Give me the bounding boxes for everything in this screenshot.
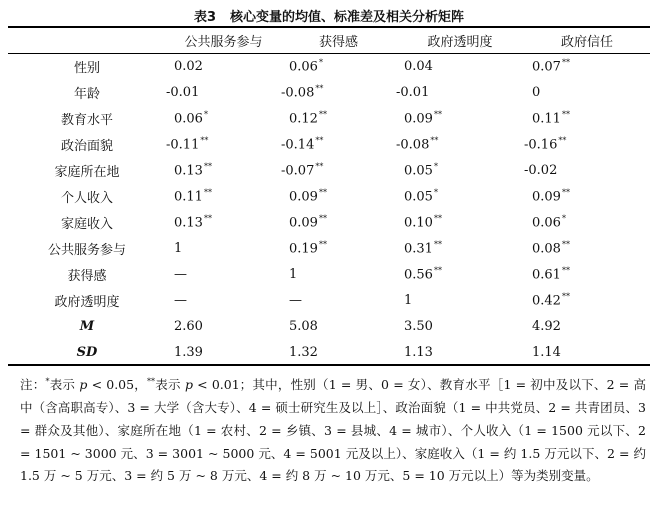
cell-value: 0.10 <box>404 215 433 231</box>
table-cell <box>281 209 396 235</box>
correlation-matrix <box>8 28 650 365</box>
significance-mark: ** <box>561 291 570 301</box>
table-cell <box>281 235 396 261</box>
cell-value: 0.06 <box>174 111 203 127</box>
table-cell <box>524 287 650 313</box>
table-cell <box>166 79 281 105</box>
row-label: 公共服务参与 <box>47 242 126 258</box>
table-cell <box>166 105 281 131</box>
significance-mark: ** <box>433 213 442 223</box>
header-cell-blank <box>8 28 166 53</box>
cell-value: 1.32 <box>289 344 318 360</box>
cell-value: 0 <box>532 84 541 100</box>
cell-value: -0.11 <box>166 137 200 153</box>
significance-mark: * <box>433 161 438 171</box>
table-cell <box>396 157 524 183</box>
row-label: SD <box>76 344 98 360</box>
cell-value: 0.56 <box>404 267 433 283</box>
table-cell <box>281 105 396 131</box>
cell-value: 0.61 <box>532 267 561 283</box>
table-row <box>8 131 650 157</box>
table-cell <box>166 209 281 235</box>
table-cell <box>524 53 650 79</box>
table-row <box>8 183 650 209</box>
table-cell <box>281 261 396 287</box>
significance-mark: ** <box>433 265 442 275</box>
table-row <box>8 157 650 183</box>
significance-mark: ** <box>318 239 327 249</box>
significance-mark: ** <box>433 239 442 249</box>
table-cell <box>396 209 524 235</box>
table-caption: 核心变量的均值、标准差及相关分析矩阵 <box>230 10 465 25</box>
cell-value: 3.50 <box>404 318 433 334</box>
significance-mark: * <box>561 213 566 223</box>
header-public-service: 公共服务参与 <box>184 35 263 50</box>
significance-mark: ** <box>203 187 212 197</box>
table-row <box>8 209 650 235</box>
table-cell <box>524 105 650 131</box>
significance-mark: ** <box>558 135 567 145</box>
table-cell <box>281 287 396 313</box>
row-label: 家庭所在地 <box>54 164 120 180</box>
table-cell <box>524 183 650 209</box>
cell-value: 0.04 <box>404 58 433 74</box>
row-label: 家庭收入 <box>60 216 113 232</box>
cell-value: 0.09 <box>289 215 318 231</box>
table-cell <box>166 287 281 313</box>
cell-value: -0.07 <box>281 163 315 179</box>
significance-mark: ** <box>561 187 570 197</box>
cell-value: 0.06 <box>532 215 561 231</box>
cell-value: 0.42 <box>532 293 561 309</box>
cell-value: 0.09 <box>289 189 318 205</box>
significance-mark: ** <box>433 109 442 119</box>
cell-value: -0.08 <box>396 137 430 153</box>
table-cell <box>166 183 281 209</box>
table-cell <box>281 157 396 183</box>
table-cell <box>396 287 524 313</box>
table-cell <box>396 79 524 105</box>
significance-mark: ** <box>315 83 324 93</box>
table-row <box>8 261 650 287</box>
significance-mark: * <box>203 109 208 119</box>
cell-value: 0.11 <box>174 189 203 205</box>
cell-value: 0.09 <box>404 111 433 127</box>
table-body <box>8 53 650 365</box>
cell-value: 0.09 <box>532 189 561 205</box>
header-gov-trust: 政府信任 <box>560 35 613 50</box>
cell-value: -0.02 <box>524 162 558 178</box>
cell-value: 0.02 <box>174 58 203 74</box>
cell-value: -0.01 <box>166 84 200 100</box>
significance-mark: ** <box>315 161 324 171</box>
row-label: 政治面貌 <box>60 138 113 154</box>
cell-value: 1 <box>404 292 413 308</box>
table-row <box>8 105 650 131</box>
table-cell <box>166 339 281 365</box>
significance-mark: ** <box>561 265 570 275</box>
cell-value: 0.19 <box>289 241 318 257</box>
table-cell <box>396 313 524 339</box>
table-cell <box>281 313 396 339</box>
cell-value: — <box>289 292 302 308</box>
table-cell <box>166 261 281 287</box>
table-cell <box>281 339 396 365</box>
cell-value: -0.01 <box>396 84 430 100</box>
significance-mark: * <box>318 57 323 67</box>
significance-mark: ** <box>318 213 327 223</box>
row-label: 年龄 <box>73 86 100 102</box>
table-cell <box>524 157 650 183</box>
cell-value: 0.06 <box>289 59 318 75</box>
table-cell <box>166 313 281 339</box>
table-cell <box>524 79 650 105</box>
table-cell <box>524 261 650 287</box>
table-cell <box>524 235 650 261</box>
cell-value: 0.11 <box>532 111 561 127</box>
table-cell <box>524 131 650 157</box>
cell-value: 5.08 <box>289 318 318 334</box>
row-label: M <box>79 318 95 334</box>
table-cell <box>524 209 650 235</box>
cell-value: 1.13 <box>404 344 433 360</box>
cell-value: 0.31 <box>404 241 433 257</box>
significance-mark: * <box>433 187 438 197</box>
significance-mark: ** <box>561 109 570 119</box>
table-cell <box>166 53 281 79</box>
cell-value: 0.05 <box>404 163 433 179</box>
table-cell <box>396 261 524 287</box>
cell-value: 0.08 <box>532 241 561 257</box>
table-cell <box>524 313 650 339</box>
table-number: 表3 <box>193 10 217 25</box>
cell-value: — <box>174 266 187 282</box>
header-row <box>8 28 650 53</box>
cell-value: 0.12 <box>289 111 318 127</box>
significance-mark: ** <box>561 239 570 249</box>
cell-value: 1 <box>289 266 298 282</box>
cell-value: 0.05 <box>404 189 433 205</box>
cell-value: — <box>174 292 187 308</box>
header-gov-transparency: 政府透明度 <box>427 35 493 50</box>
header-sense-of-gain: 获得感 <box>318 35 358 50</box>
significance-mark: ** <box>430 135 439 145</box>
table-cell <box>166 235 281 261</box>
cell-value: -0.14 <box>281 137 315 153</box>
cell-value: 4.92 <box>532 318 561 334</box>
cell-value: 0.13 <box>174 163 203 179</box>
row-label: 性别 <box>73 60 100 76</box>
cell-value: 1 <box>174 240 183 256</box>
table-cell <box>396 235 524 261</box>
table-cell <box>166 157 281 183</box>
table-row <box>8 313 650 339</box>
table-title <box>0 6 658 25</box>
table-cell <box>396 339 524 365</box>
cell-value: 0.13 <box>174 215 203 231</box>
table-row <box>8 79 650 105</box>
table-row <box>8 287 650 313</box>
table-row <box>8 339 650 365</box>
table-cell <box>166 131 281 157</box>
table-cell <box>281 79 396 105</box>
table-note: 注：*表示 p < 0.05，**表示 p < 0.01；其中，性别（1 = 男、0 = 女）、教育水平［1 = 初中及以下、2 = 高中（含高职高专）、3 = 大学（含大专）、4 = 硕士研究生及以上］、政治面貌（1 = 中共党员、2 = 共青团员、3 = 群众及其他）、家庭所在地（1 = 农村、2 = 乡镇、3 = 县城、4 = 城市）、个人收入（1 = 1500 元以下、2 = 1501 ~ 3000 元、3 = 3001 ~ 5000 元、4 = 5001 元及以上）、家庭收入（1 = 约 1.5 万元以下、2 = 约 1.5 万 ~ 5 万元、3 = 约 5 万 ~ 8 万元、4 = 约 8 万 ~ 10 万元、5 = 10 万元以上）等为类别变量。 <box>20 377 646 484</box>
table-cell <box>396 53 524 79</box>
significance-mark: ** <box>315 135 324 145</box>
table-cell <box>281 183 396 209</box>
significance-mark: ** <box>561 57 570 67</box>
table-row <box>8 53 650 79</box>
significance-mark: ** <box>318 187 327 197</box>
table-cell <box>396 105 524 131</box>
row-label: 获得感 <box>67 268 107 284</box>
cell-value: -0.08 <box>281 85 315 101</box>
cell-value: -0.16 <box>524 137 558 153</box>
table-cell <box>396 131 524 157</box>
cell-value: 2.60 <box>174 318 203 334</box>
row-label: 个人收入 <box>60 190 113 206</box>
table-cell <box>281 131 396 157</box>
table-cell <box>396 183 524 209</box>
significance-mark: ** <box>200 135 209 145</box>
table-row <box>8 235 650 261</box>
cell-value: 1.14 <box>532 344 561 360</box>
significance-mark: ** <box>318 109 327 119</box>
row-label: 教育水平 <box>60 112 113 128</box>
cell-value: 0.07 <box>532 59 561 75</box>
table-cell <box>281 53 396 79</box>
row-label: 政府透明度 <box>54 294 120 310</box>
significance-mark: ** <box>203 213 212 223</box>
significance-mark: ** <box>203 161 212 171</box>
cell-value: 1.39 <box>174 344 203 360</box>
table-cell <box>524 339 650 365</box>
